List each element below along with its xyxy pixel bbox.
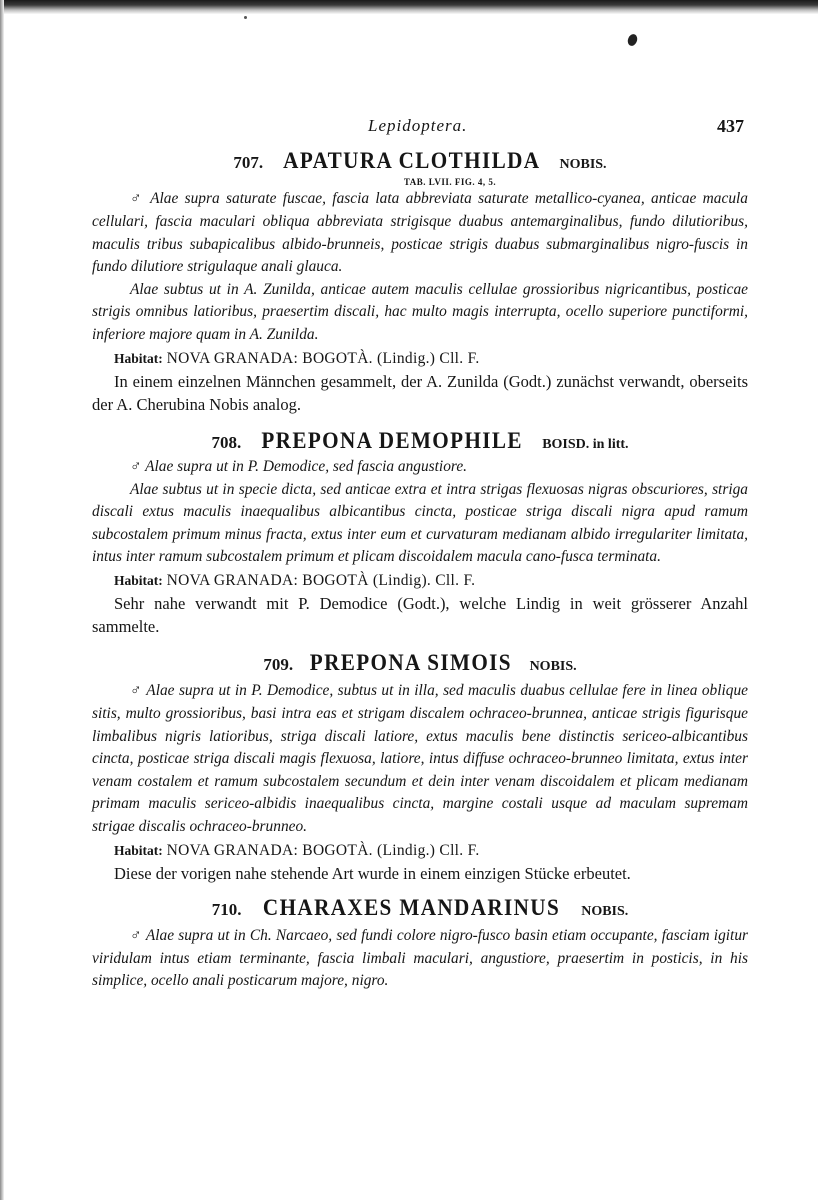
species-author: BOISD. in litt.: [542, 436, 629, 452]
entry-number: 709.: [263, 655, 294, 674]
entry-heading: [92, 146, 748, 174]
species-name: PREPONA DEMOPHILE: [260, 427, 523, 453]
scan-edge-top: [0, 0, 818, 14]
species-author: NOBIS.: [559, 157, 607, 172]
entry-number: 710.: [211, 899, 242, 919]
habitat-value: NOVA GRANADA: BOGOTÀ. (Lindig.) Cll. F.: [166, 349, 480, 367]
scan-edge-left: [0, 0, 4, 1200]
page-number: 437: [717, 116, 744, 136]
species-entry-708: [92, 426, 748, 638]
habitat-label: Habitat:: [114, 350, 163, 366]
latin-description: ♂ Alae supra saturate fuscae, fascia lata abbreviata saturate metallico-cyanea, anticae macula cellulari, fascia maculari obliqua abbreviata strigisque duabus antemarginalibus, fundo dilutioribus, maculis tribus subapicalibus albido-brunneis, posticae strigis duabus submarginalibus nigro-fuscis in fundo dilutiore strigulaque anali glauca.: [92, 190, 748, 276]
latin-description: ♂ Alae supra ut in P. Demodice, sed fascia angustiore.: [130, 458, 467, 476]
species-name: CHARAXES MANDARINUS: [262, 894, 560, 920]
entry-number: 708.: [211, 432, 242, 452]
entry-number: 707.: [233, 153, 264, 172]
species-entry-710: [92, 893, 748, 993]
habitat-line: [92, 839, 748, 862]
species-entry-709: [92, 648, 748, 885]
ink-smudge: [626, 33, 639, 47]
habitat-value: NOVA GRANADA: BOGOTÀ. (Lindig.) Cll. F.: [166, 841, 480, 859]
species-name: APATURA CLOTHILDA: [282, 148, 540, 173]
german-remark: Diese der vorigen nahe stehende Art wurde in einem einzigen Stücke erbeutet.: [114, 863, 631, 883]
habitat-line: [92, 347, 748, 370]
habitat-value: NOVA GRANADA: BOGOTÀ (Lindig). Cll. F.: [166, 572, 476, 589]
book-page: [92, 112, 748, 993]
species-name: PREPONA SIMOIS: [310, 650, 513, 675]
habitat-line: [92, 569, 748, 592]
latin-description: ♂ Alae supra ut in Ch. Narcaeo, sed fundi colore nigro-fusco basin etiam occupante, fasciam igitur viridulam intus etiam terminante, fascia limbali maculari, angustiore, praesertim in posticis, in his simplice, ocello anali posticarum majore, nigro.: [92, 927, 748, 990]
german-remark: In einem einzelnen Männchen gesammelt, der A. Zunilda (Godt.) zunächst verwandt, oberseits der A. Cherubina Nobis analog.: [92, 371, 748, 414]
entry-heading: [92, 893, 748, 921]
german-remark: Sehr nahe verwandt mit P. Demodice (Godt.), welche Lindig in weit grösserer Anzahl sammelte.: [92, 594, 748, 636]
plate-reference: TAB. LVII. FIG. 4, 5.: [403, 177, 497, 188]
running-header: [92, 112, 748, 146]
latin-description: ♂ Alae supra ut in P. Demodice, subtus ut in illa, sed maculis duabus cellulae fere in linea oblique sitis, multo grossioribus, basi intra eas et strigam discalem ochraceo-brunnea, anticae strigis figurisque limbalibus nigris latioribus, striga discali latiore, extus maculis bene distinctis sericeo-albicantibus cincta, posticae striga discali magis flexuosa, latiore, intus diffuse ochraceo-brunneo limitata, extus inter venam costalem et ramum subcostalem secundum et dein inter venam discoidalem et plicam medianam primam maculis sericeo-albidis inaequalibus cincta, margine costali usque ad maculam supremam strigae discalis ochraceo-brunneo.: [92, 682, 748, 835]
latin-description-underside: Alae subtus ut in specie dicta, sed anticae extra et intra strigas flexuosas nigras obscuriores, striga discali extus maculis inaequalibus albicantibus cincta, posticae striga discali nigra apud ramum subcostalem primum minus fracta, extus inter eum et curvaturam medianam albido irregulariter limitata, intus inter ramum subcostalem primum et plicam discoidalem macula cano-fusca terminata.: [92, 480, 748, 566]
species-entry-707: [92, 146, 748, 416]
ink-speck: [244, 16, 247, 19]
species-author: NOBIS.: [581, 903, 629, 919]
species-author: NOBIS.: [529, 659, 577, 674]
latin-description-underside: Alae subtus ut in A. Zunilda, anticae autem maculis cellulae grossioribus nigricantibus, posticae strigis omnibus latioribus, praesertim discali, hac multo magis interrupta, ocello superiore punctiformi, inferiore majore quam in A. Zunilda.: [92, 280, 748, 343]
entry-heading: [92, 426, 748, 454]
entry-heading: [92, 648, 748, 676]
habitat-label: Habitat:: [114, 842, 163, 858]
section-title: Lepidoptera.: [368, 116, 468, 135]
habitat-label: Habitat:: [114, 573, 163, 588]
